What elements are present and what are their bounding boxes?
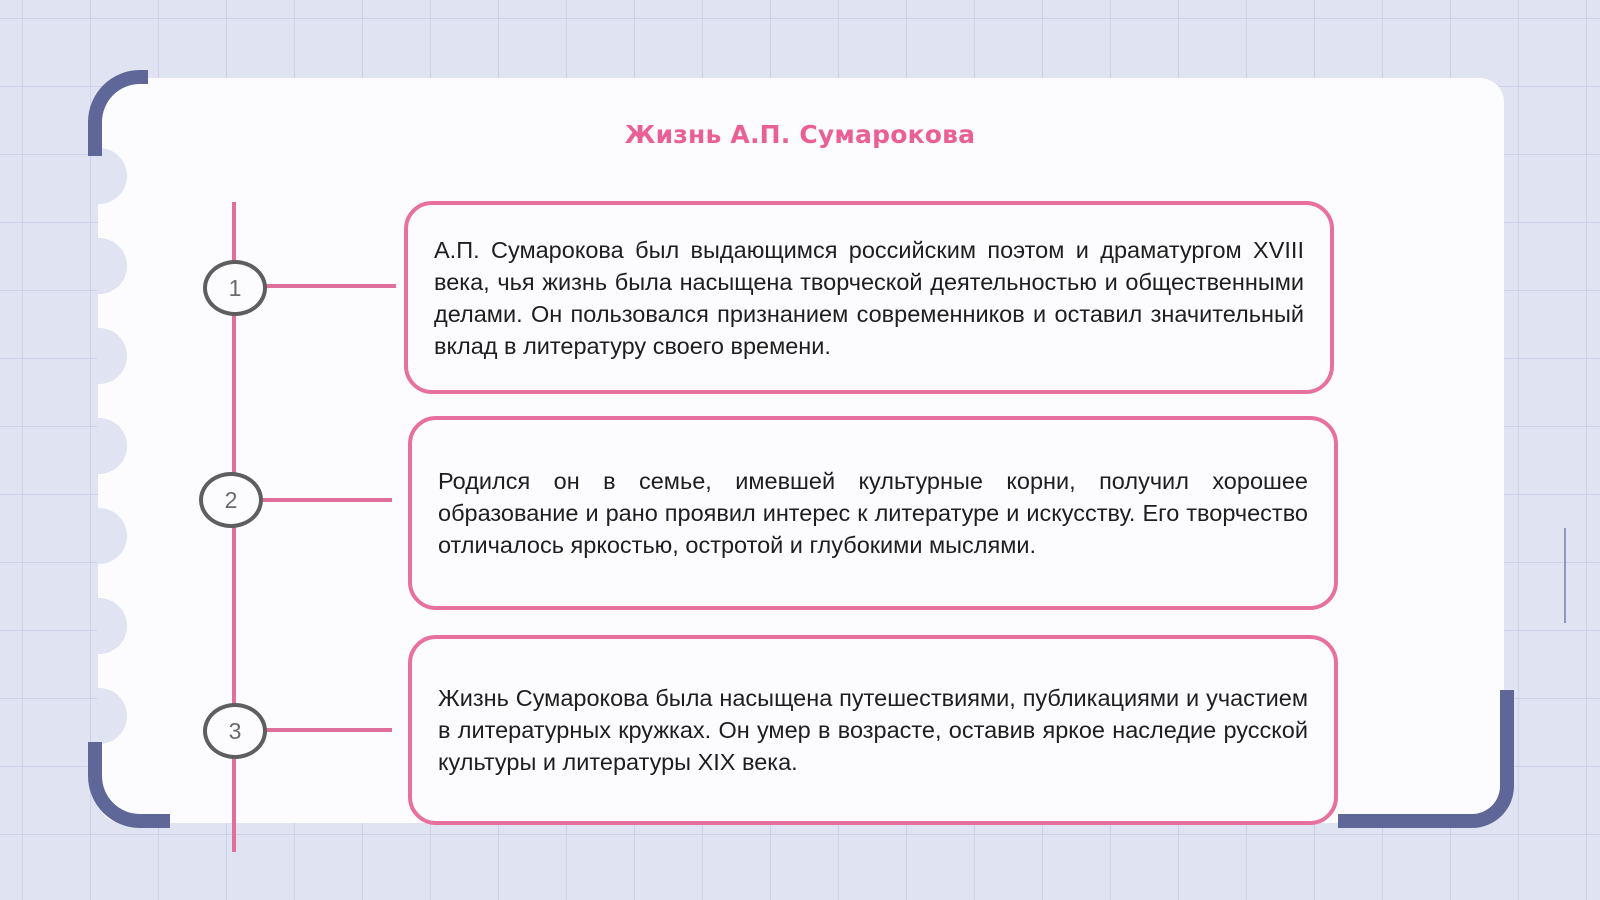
corner-bracket-bottom-left: [88, 742, 170, 828]
timeline-box-3: [408, 635, 1338, 825]
corner-bracket-bottom-right: [1338, 690, 1514, 828]
timeline-connector-1: [266, 284, 396, 288]
timeline-marker-1: 1: [203, 260, 267, 316]
timeline-box-1: [404, 201, 1334, 394]
slide-title: Жизнь А.П. Сумарокова: [624, 120, 976, 149]
timeline-connector-3: [266, 728, 392, 732]
timeline-marker-3: 3: [203, 703, 267, 759]
timeline-box-text: Жизнь Сумарокова была насыщена путешествиями, публикациями и участием в литературных кружках. Он умер в возрасте, оставив яркое наследие русской культуры и литературы XIX века.: [438, 685, 1308, 775]
corner-bracket-top-left: [88, 70, 148, 156]
timeline-box-2: [408, 416, 1338, 610]
decorative-line: [1564, 528, 1566, 623]
timeline-box-text: А.П. Сумарокова был выдающимся российским поэтом и драматургом XVIII века, чья жизнь была насыщена творческой деятельностью и общественными делами. Он пользовался признанием современников и оставил значительный вклад в литературу своего времени.: [434, 236, 1304, 359]
timeline-box-text: Родился он в семье, имевшей культурные корни, получил хорошее образование и рано проявил интерес к литературе и искусству. Его творчество отличалось яркостью, остротой и глубокими мыслями.: [438, 468, 1308, 558]
timeline-marker-2: 2: [199, 472, 263, 528]
timeline-connector-2: [262, 498, 392, 502]
